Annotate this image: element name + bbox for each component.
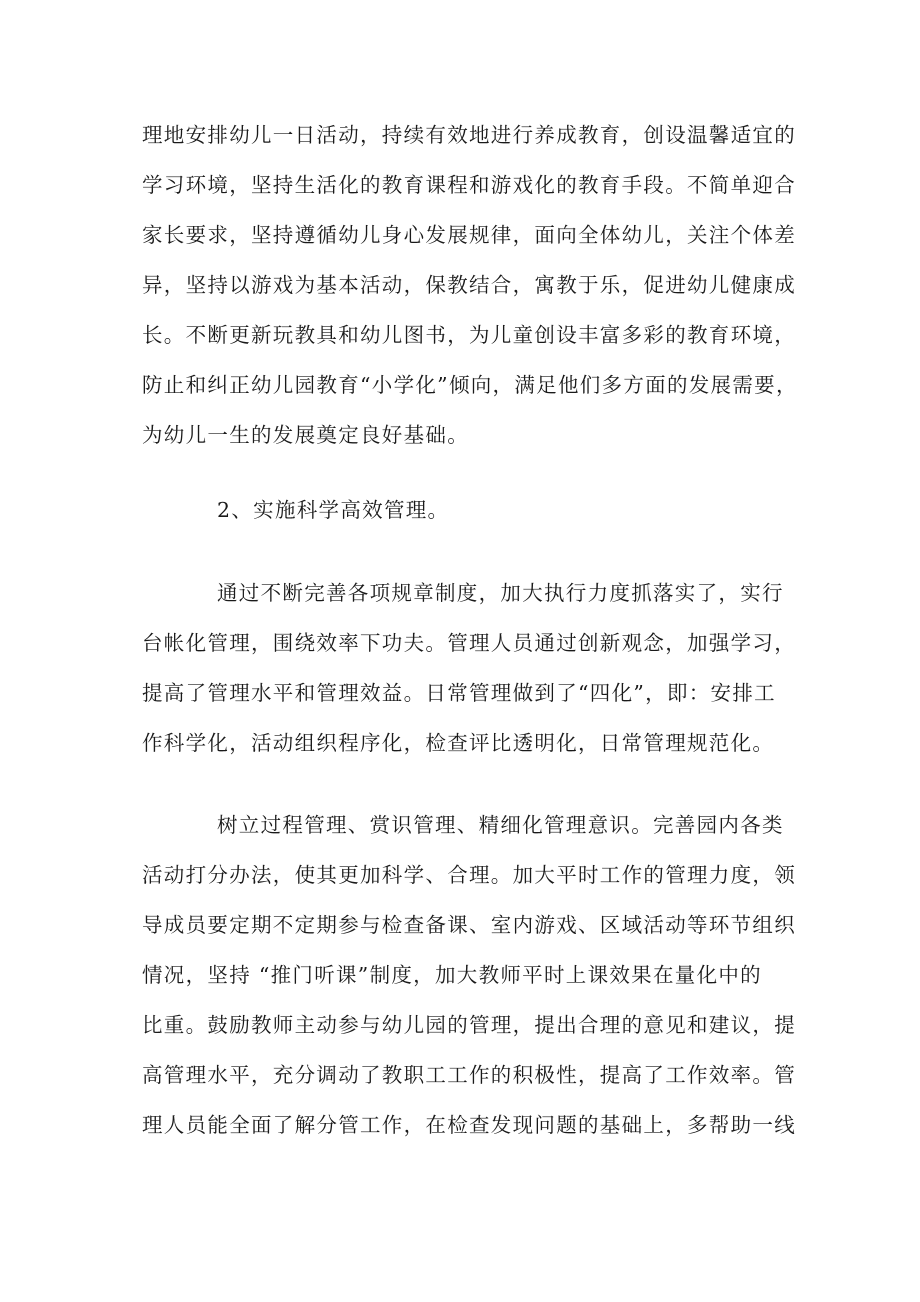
- section-heading: 2、实施科学高效管理。: [217, 498, 450, 522]
- paragraph-line: 提高了管理水平和管理效益。日常管理做到了“四化”，即：安排工: [142, 681, 776, 705]
- paragraph-line: 家长要求，坚持遵循幼儿身心发展规律，面向全体幼儿，关注个体差: [142, 223, 796, 247]
- paragraph-line: 理人员能全面了解分管工作，在检查发现问题的基础上，多帮助一线: [142, 1113, 796, 1137]
- paragraph-line: 导成员要定期不定期参与检查备课、室内游戏、区域活动等环节组织: [142, 913, 796, 937]
- paragraph-line: 树立过程管理、赏识管理、精细化管理意识。完善园内各类: [217, 813, 784, 837]
- paragraph-line: 比重。鼓励教师主动参与幼儿园的管理，提出合理的意见和建议，提: [142, 1013, 796, 1037]
- paragraph-line: 作科学化，活动组织程序化，检查评比透明化，日常管理规范化。: [142, 731, 775, 755]
- paragraph-line: 异，坚持以游戏为基本活动，保教结合，寓教于乐，促进幼儿健康成: [142, 273, 796, 297]
- paragraph-line: 通过不断完善各项规章制度，加大执行力度抓落实了，实行: [217, 581, 784, 605]
- paragraph-line: 高管理水平，充分调动了教职工工作的积极性，提高了工作效率。管: [142, 1063, 796, 1087]
- paragraph-line: 情况，坚持 “推门听课”制度，加大教师平时上课效果在量化中的: [142, 963, 762, 987]
- paragraph-line: 为幼儿一生的发展奠定良好基础。: [142, 423, 469, 447]
- paragraph-line: 学习环境，坚持生活化的教育课程和游戏化的教育手段。不简单迎合: [142, 173, 796, 197]
- paragraph-line: 长。不断更新玩教具和幼儿图书，为儿童创设丰富多彩的教育环境，: [142, 323, 796, 347]
- paragraph-line: 台帐化管理，围绕效率下功夫。管理人员通过创新观念，加强学习，: [142, 631, 796, 655]
- paragraph-line: 防止和纠正幼儿园教育“小学化”倾向，满足他们多方面的发展需要，: [142, 373, 798, 397]
- paragraph-line: 理地安排幼儿一日活动，持续有效地进行养成教育，创设温馨适宜的: [142, 123, 796, 147]
- paragraph-line: 活动打分办法，使其更加科学、合理。加大平时工作的管理力度，领: [142, 863, 796, 887]
